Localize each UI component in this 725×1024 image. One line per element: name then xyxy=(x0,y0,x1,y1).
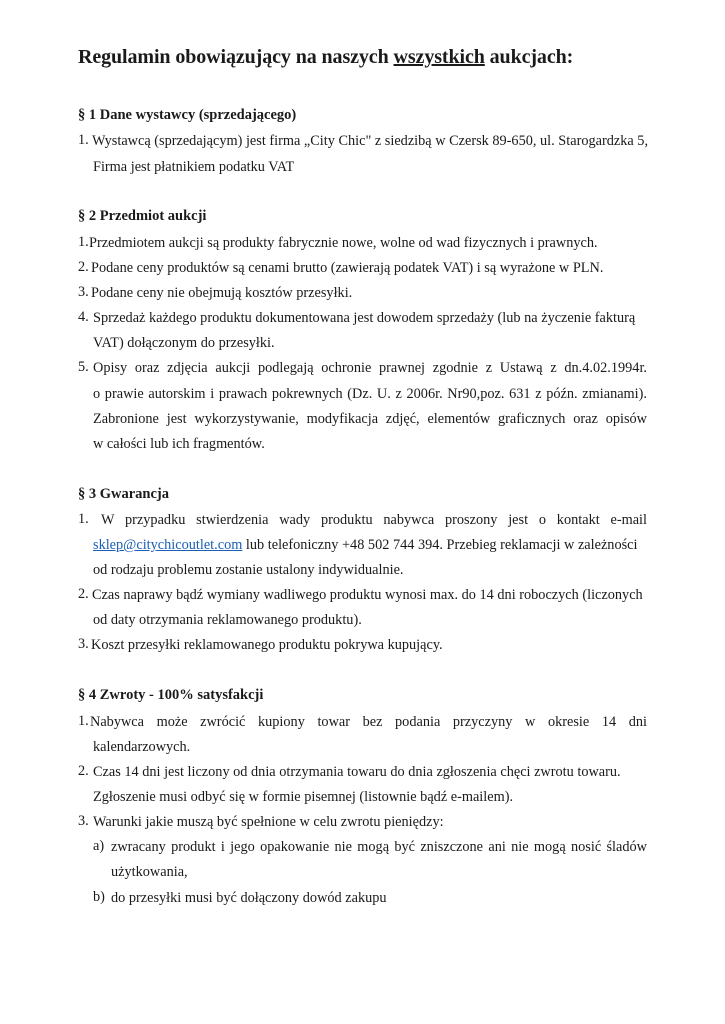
s4-subitem-b-line1: do przesyłki musi być dołączony dowód zakupu xyxy=(111,890,387,906)
section-4-heading: § 4 Zwroty - 100% satysfakcji xyxy=(78,687,264,703)
s2-item4-line1: Sprzedaż każdego produktu dokumentowana jest dowodem sprzedaży (lub na życzenie fakturą xyxy=(93,310,636,326)
section-1-heading: § 1 Dane wystawcy (sprzedającego) xyxy=(78,107,297,123)
s4-item2-line2: Zgłoszenie musi odbyć się w formie pisemnej (listownie bądź e-mailem). xyxy=(93,789,514,805)
s2-item5-line3: Zabronione jest wykorzystywanie, modyfikacja zdjęć, elementów graficznych oraz opisów xyxy=(93,411,647,427)
s4-item2-number: 2. xyxy=(78,763,89,779)
title-post: aukcjach: xyxy=(484,46,574,68)
s4-subitem-a-line1: zwracany produkt i jego opakowanie nie mogą być zniszczone ani nie mogą nosić śladów xyxy=(111,839,647,855)
s3-item1-line3: od rodzaju problemu zostanie ustalony indywidualnie. xyxy=(93,562,404,578)
s1-item1-line2: Firma jest płatnikiem podatku VAT xyxy=(93,159,295,175)
contact-email-link[interactable]: sklep@citychicoutlet.com xyxy=(93,537,243,553)
s3-item1-line2 xyxy=(93,536,637,554)
s3-item2-line2: od daty otrzymania reklamowanego produktu). xyxy=(93,612,362,628)
s3-item2-line1: Czas naprawy bądź wymiany wadliwego produktu wynosi max. do 14 dni roboczych (liczonych xyxy=(92,587,643,603)
document-title xyxy=(78,46,573,69)
s4-subitem-a-label: a) xyxy=(93,838,105,854)
title-underlined-word: wszystkich xyxy=(393,46,485,68)
s2-item5-line2: o prawie autorskim i prawach pokrewnych (Dz. U. z 2006r. Nr90,poz. 631 z późn. zmianami). xyxy=(93,386,647,402)
s4-item2-line1: Czas 14 dni jest liczony od dnia otrzymania towaru do dnia zgłoszenia chęci zwrotu towaru. xyxy=(93,764,621,780)
s2-item3-line1: Podane ceny nie obejmują kosztów przesyłki. xyxy=(91,285,353,301)
s2-item4-number: 4. xyxy=(78,309,89,325)
title-pre: Regulamin obowiązujący na naszych xyxy=(78,46,394,68)
s2-item4-line2: VAT) dołączonym do przesyłki. xyxy=(93,335,275,351)
s4-item1-line2: kalendarzowych. xyxy=(93,739,191,755)
s3-item3-number: 3. xyxy=(78,636,89,652)
section-3-heading: § 3 Gwarancja xyxy=(78,486,170,502)
s2-item5-line1: Opisy oraz zdjęcia aukcji podlegają ochronie prawnej zgodnie z Ustawą z dn.4.02.1994r. xyxy=(93,360,647,376)
s2-item2-number: 2. xyxy=(78,259,89,275)
s2-item5-line4: w całości lub ich fragmentów. xyxy=(93,436,265,452)
s4-item1-number: 1. xyxy=(78,713,89,729)
s2-item1-line1: Przedmiotem aukcji są produkty fabrycznie nowe, wolne od wad fizycznych i prawnych. xyxy=(89,235,598,251)
s1-item1-number: 1. xyxy=(78,132,89,148)
s2-item3-number: 3. xyxy=(78,284,89,300)
s4-item1-line1: Nabywca może zwrócić kupiony towar bez podania przyczyny w okresie 14 dni xyxy=(90,714,647,730)
s3-item1-line2-rest: lub telefoniczny +48 502 744 394. Przebieg reklamacji w zależności xyxy=(242,537,638,553)
s4-subitem-a-line2: użytkowania, xyxy=(111,864,188,880)
s2-item1-number: 1. xyxy=(78,234,89,250)
s3-item3-line1: Koszt przesyłki reklamowanego produktu pokrywa kupujący. xyxy=(91,637,443,653)
s4-subitem-b-label: b) xyxy=(93,889,105,905)
s4-item3-line1: Warunki jakie muszą być spełnione w celu zwrotu pieniędzy: xyxy=(93,814,444,830)
s2-item2-line1: Podane ceny produktów są cenami brutto (zawierają podatek VAT) i są wyrażone w PLN. xyxy=(91,260,604,276)
s3-item1-line1: W przypadku stwierdzenia wady produktu nabywca proszony jest o kontakt e-mail xyxy=(101,512,647,528)
s3-item2-number: 2. xyxy=(78,586,89,602)
s4-item3-number: 3. xyxy=(78,813,89,829)
s2-item5-number: 5. xyxy=(78,359,89,375)
s1-item1-line1: Wystawcą (sprzedającym) jest firma „City Chic" z siedzibą w Czersk 89-650, ul. Starogardzka 5, xyxy=(92,133,649,149)
section-2-heading: § 2 Przedmiot aukcji xyxy=(78,208,207,224)
s3-item1-number: 1. xyxy=(78,511,89,527)
